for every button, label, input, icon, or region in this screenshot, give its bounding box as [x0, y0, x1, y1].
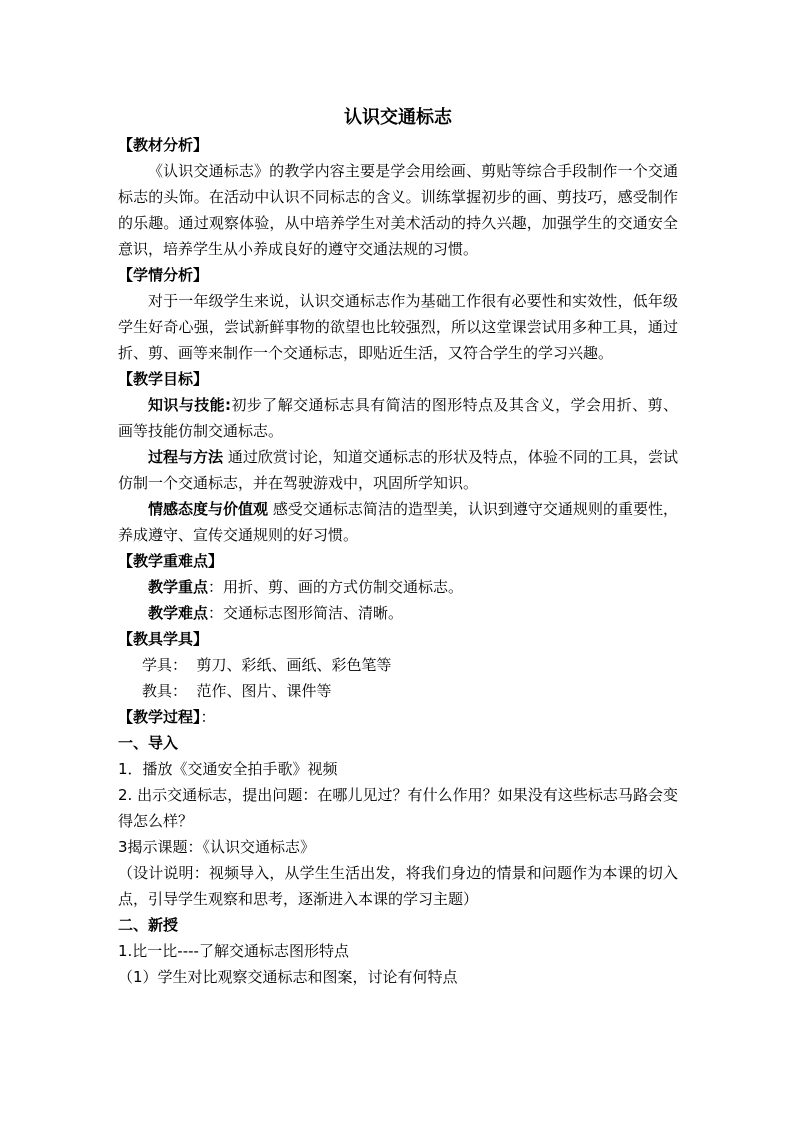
- page-title: 认识交通标志: [344, 107, 452, 128]
- goal-process-method-label: 过程与方法: [148, 448, 224, 466]
- goal-knowledge-skills: [118, 392, 678, 444]
- section-heading-teaching-aids: 【教具学具】: [118, 630, 209, 648]
- new-lesson-step-1: 1.比一比----了解交通标志图形特点: [118, 942, 349, 960]
- goal-emotion-values-label: 情感态度与价值观: [148, 500, 269, 518]
- goal-emotion-values: [118, 496, 678, 548]
- key-point-text: ：用折、剪、画的方式仿制交通标志。: [208, 578, 464, 596]
- intro-step-2: 2. 出示交通标志，提出问题：在哪儿见过？有什么作用？如果没有这些标志马路会变得怎么样？: [118, 786, 678, 830]
- intro-step-3: 3揭示课题：《认识交通标志》: [118, 838, 316, 856]
- student-analysis-paragraph: 对于一年级学生来说，认识交通标志作为基础工作很有必要性和实效性，低年级学生好奇心强，尝试新鲜事物的欲望也比较强烈，所以这堂课尝试用多种工具，通过折、剪、画等来制作一个交通标志，即贴近生活，又符合学生的学习兴趣。: [118, 292, 678, 362]
- key-point: [118, 574, 678, 600]
- part-heading-new-lesson: 二、新授: [118, 916, 179, 934]
- goal-emotion-values-text: 感受交通标志简洁的造型美，认识到遵守交通规则的重要性，养成遵守、宣传交通规则的好习惯。: [118, 500, 678, 544]
- material-analysis-paragraph: 《认识交通标志》的教学内容主要是学会用绘画、剪贴等综合手段制作一个交通标志的头饰。在活动中认识不同标志的含义。训练掌握初步的画、剪技巧，感受制作的乐趣。通过观察体验，从中培养学生对美术活动的持久兴趣，加强学生的交通安全意识，培养学生从小养成良好的遵守交通法规的习惯。: [118, 162, 678, 258]
- difficult-point-label: 教学难点: [148, 604, 209, 622]
- goal-knowledge-skills-label: 知识与技能:: [148, 396, 232, 414]
- intro-step-1: 1．播放《交通安全拍手歌》视频: [118, 760, 338, 778]
- key-point-label: 教学重点: [148, 578, 209, 596]
- new-lesson-step-1-sub: （1）学生对比观察交通标志和图案，讨论有何特点: [118, 968, 458, 986]
- section-heading-teaching-process: 【教学过程】: [118, 708, 201, 726]
- section-heading-teaching-goals: 【教学目标】: [118, 370, 209, 388]
- document-body: [118, 104, 678, 990]
- student-tools-line: 学具： 剪刀、彩纸、画纸、彩色笔等: [142, 656, 392, 674]
- goal-process-method-text: 通过欣赏讨论，知道交通标志的形状及特点，体验不同的工具，尝试仿制一个交通标志，并在驾驶游戏中，巩固所学知识。: [118, 448, 678, 492]
- section-heading-student-analysis: 【学情分析】: [118, 266, 209, 284]
- design-note: （设计说明：视频导入，从学生生活出发，将我们身边的情景和问题作为本课的切入点，引导学生观察和思考，逐渐进入本课的学习主题）: [118, 864, 678, 908]
- difficult-point-text: ：交通标志图形简洁、清晰。: [208, 604, 404, 622]
- section-heading-key-difficult: 【教学重难点】: [118, 552, 224, 570]
- teaching-process-suffix: ：: [200, 708, 216, 726]
- goal-process-method: [118, 444, 678, 496]
- goal-knowledge-skills-text: 初步了解交通标志具有简洁的图形特点及其含义，学会用折、剪、画等技能仿制交通标志。: [118, 396, 678, 440]
- teacher-tools-line: 教具： 范作、图片、课件等: [142, 682, 332, 700]
- section-heading-material-analysis: 【教材分析】: [118, 136, 209, 154]
- difficult-point: [118, 600, 678, 626]
- part-heading-introduction: 一、导入: [118, 734, 179, 752]
- section-heading-teaching-process-row: [118, 704, 678, 730]
